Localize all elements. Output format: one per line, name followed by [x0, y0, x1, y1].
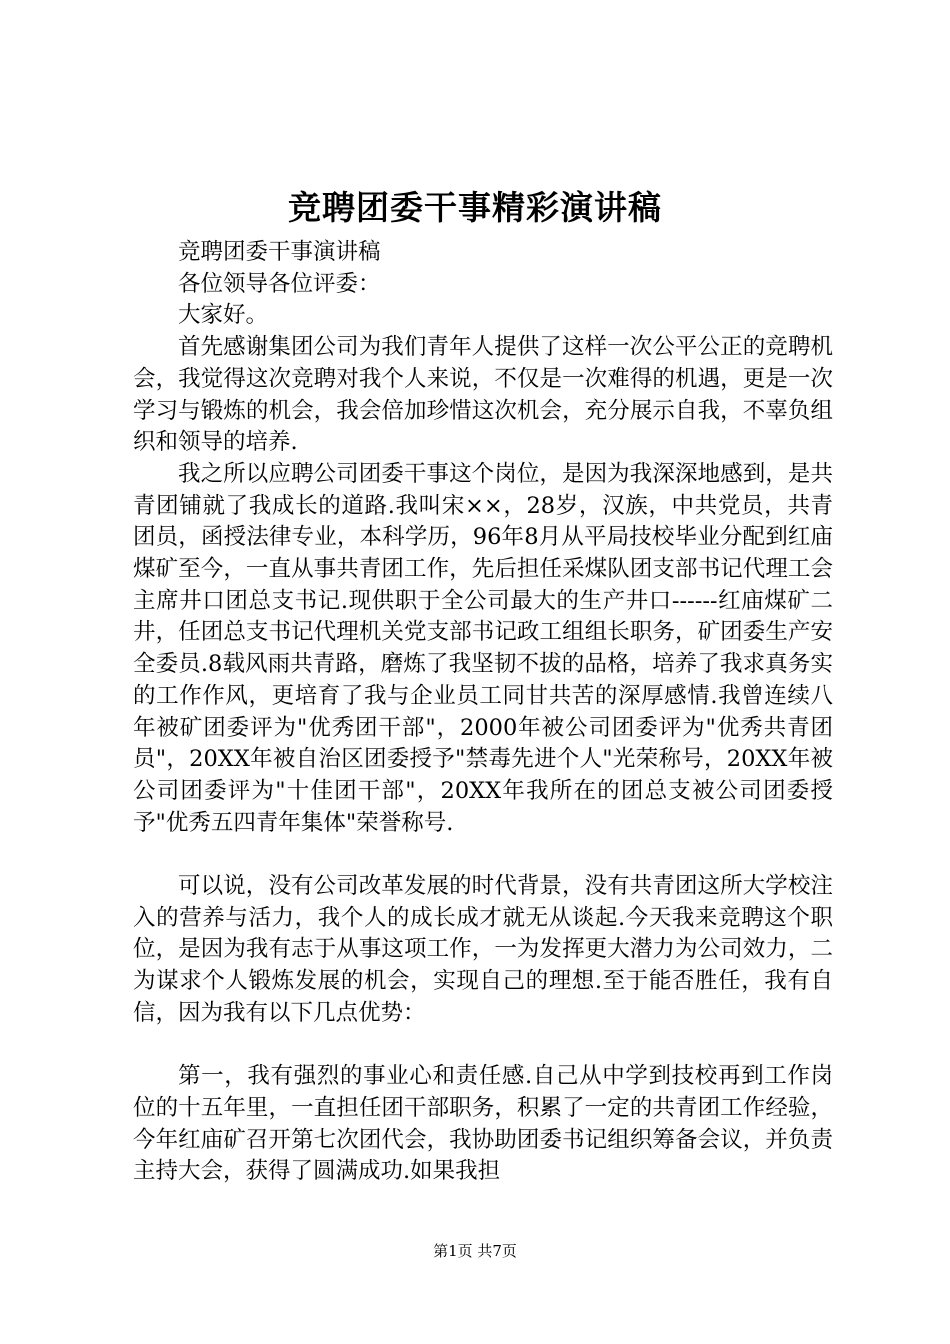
body-paragraph: 第一，我有强烈的事业心和责任感.自己从中学到技校再到工作岗位的十五年里，一直担任团干部职务，积累了一定的共青团工作经验，今年红庙矿召开第七次团代会，我协助团委书记组织筹备会议，并负责主持大会，获得了圆满成功.如果我担 [133, 1063, 833, 1185]
subtitle-paragraph: 竞聘团委干事演讲稿 [178, 239, 381, 265]
body-paragraph: 首先感谢集团公司为我们青年人提供了这样一次公平公正的竞聘机会，我觉得这次竞聘对我个人来说，不仅是一次难得的机遇，更是一次学习与锻炼的机会，我会倍加珍惜这次机会，充分展示自我，不辜负组织和领导的培养. [133, 334, 833, 456]
greeting-paragraph: 大家好。 [178, 302, 269, 329]
page-footer: 第1页 共7页 [433, 1242, 517, 1260]
document-body [133, 237, 833, 1188]
document-title: 竞聘团委干事精彩演讲稿 [288, 188, 662, 227]
salutation-paragraph: 各位领导各位评委： [178, 270, 381, 297]
body-paragraph: 可以说，没有公司改革发展的时代背景，没有共青团这所大学校注入的营养与活力，我个人的成长成才就无从谈起.今天我来竞聘这个职位，是因为我有志于从事这项工作，一为发挥更大潜力为公司效力，二为谋求个人锻炼发展的机会，实现自己的理想.至于能否胜任，我有自信，因为我有以下几点优势： [133, 873, 833, 1026]
body-paragraph: 我之所以应聘公司团委干事这个岗位，是因为我深深地感到，是共青团铺就了我成长的道路.我叫宋××，28岁，汉族，中共党员，共青团员，函授法律专业，本科学历，96年8月从平局技校毕业分配到红庙煤矿至今，一直从事共青团工作，先后担任采煤队团支部书记代理工会主席井口团总支书记.现供职于全公司最大的生产井口------红庙煤矿二井，任团总支书记代理机关党支部书记政工组组长职务，矿团委生产安全委员.8载风雨共青路，磨炼了我坚韧不拔的品格，培养了我求真务实的工作作风，更培育了我与企业员工同甘共苦的深厚感情.我曾连续八年被矿团委评为"优秀团干部"，2000年被公司团委评为"优秀共青团员"，20XX年被自治区团委授予"禁毒先进个人"光荣称号，20XX年被公司团委评为"十佳团干部"，20XX年我所在的团总支被公司团委授予"优秀五四青年集体"荣誉称号. [133, 460, 833, 836]
